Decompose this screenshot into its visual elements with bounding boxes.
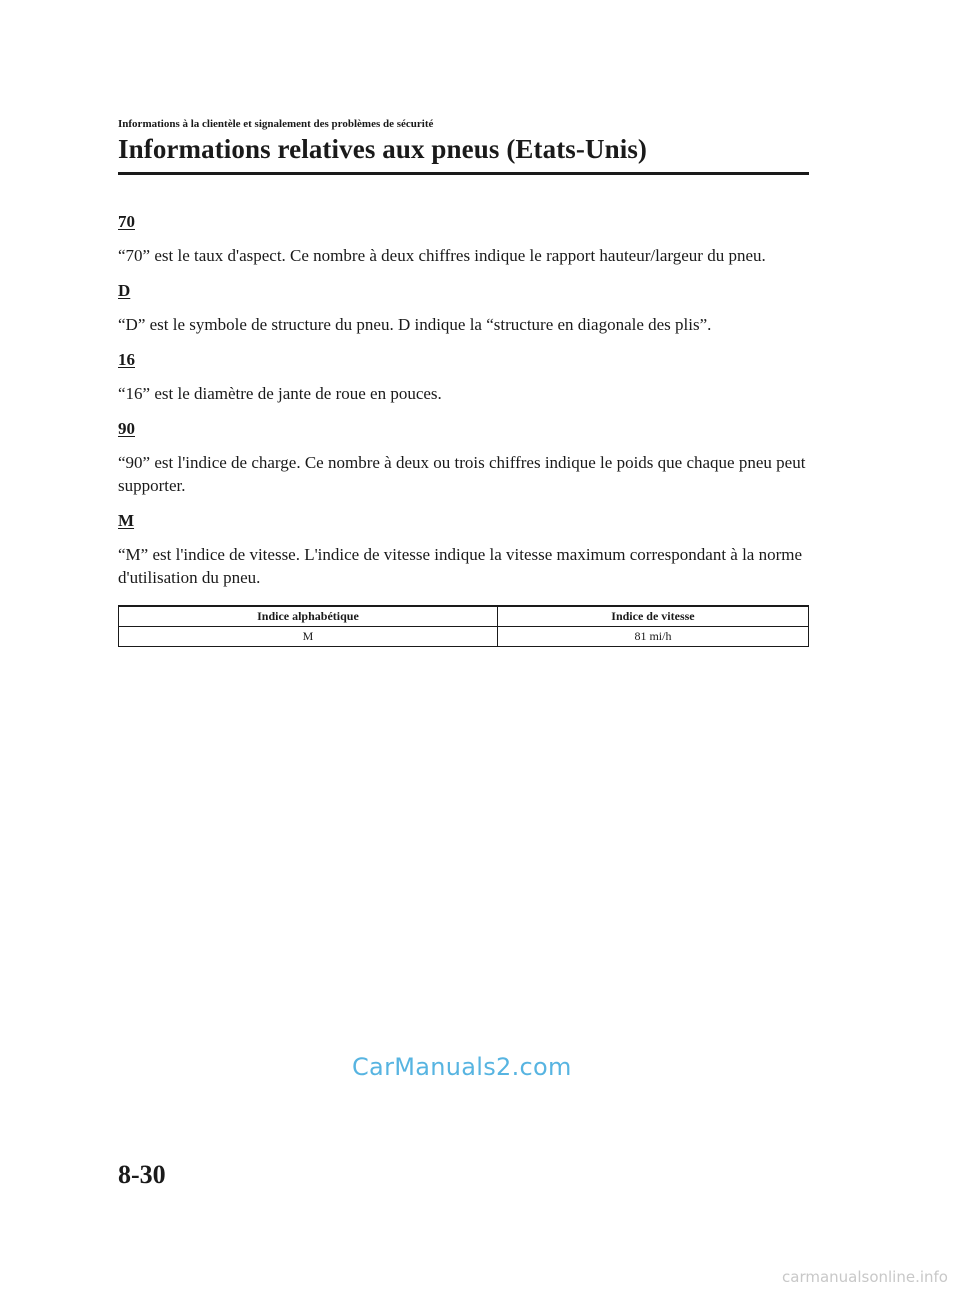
entry-m (118, 509, 808, 589)
entry-description: “16” est le diamètre de jante de roue en pouces. (118, 384, 442, 403)
entry-description: “M” est l'indice de vitesse. L'indice de vitesse indique la vitesse maximum correspondant à la norme d'utilisation du pneu. (118, 545, 803, 587)
title-divider (118, 172, 809, 175)
entry-90 (118, 417, 808, 497)
table-header-cell: Indice alphabétique (119, 606, 498, 627)
speed-rating-table (118, 605, 809, 647)
entry-term: 90 (118, 419, 135, 438)
page-title: Informations relatives aux pneus (Etats-Unis) (118, 134, 648, 164)
page-number: 8-30 (118, 1160, 166, 1189)
table-cell: M (119, 627, 498, 647)
entry-description: “70” est le taux d'aspect. Ce nombre à deux chiffres indique le rapport hauteur/largeur du pneu. (118, 246, 766, 265)
footer-watermark: carmanualsonline.info (782, 1268, 948, 1286)
entry-description: “90” est l'indice de charge. Ce nombre à deux ou trois chiffres indique le poids que chaque pneu peut supporter. (118, 453, 806, 495)
table-cell: 81 mi/h (497, 627, 808, 647)
entry-description: “D” est le symbole de structure du pneu. D indique la “structure en diagonale des plis”. (118, 315, 712, 334)
watermark-logo: CarManuals2.com (352, 1053, 572, 1081)
entry-term: D (118, 281, 131, 300)
entry-70 (118, 210, 808, 267)
entry-16 (118, 348, 808, 405)
entry-term: M (118, 511, 135, 530)
section-subtitle: Informations à la clientèle et signalement des problèmes de sécurité (118, 118, 434, 130)
table-header-row (119, 606, 809, 627)
entry-d (118, 279, 808, 336)
table-row (119, 627, 809, 647)
content-body (118, 210, 808, 647)
entry-term: 16 (118, 350, 135, 369)
table-header-cell: Indice de vitesse (497, 606, 808, 627)
entry-term: 70 (118, 212, 135, 231)
